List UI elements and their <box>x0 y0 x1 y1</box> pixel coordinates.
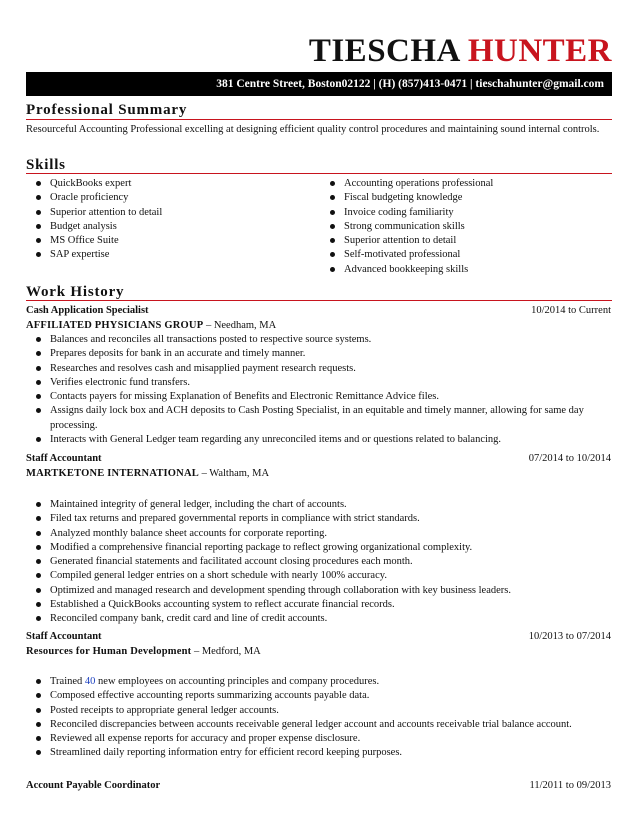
company-location: – Medford, MA <box>191 646 261 657</box>
job-duties-list <box>26 498 612 627</box>
duty-item: Maintained integrity of general ledger, including the chart of accounts. <box>26 498 612 512</box>
duty-item: Reconciled company bank, credit card and line of credit accounts. <box>26 612 612 626</box>
skill-item: SAP expertise <box>26 248 162 262</box>
skill-item: Superior attention to detail <box>320 234 493 248</box>
duty-item: Filed tax returns and prepared governmental reports in compliance with strict standards. <box>26 512 612 526</box>
duty-item: Verifies electronic fund transfers. <box>26 376 612 390</box>
duty-item: Modified a comprehensive financial reporting package to reflect growing organizational complexity. <box>26 541 612 555</box>
skill-item: Superior attention to detail <box>26 206 162 220</box>
job-title: Staff Accountant <box>26 453 102 464</box>
skill-item: QuickBooks expert <box>26 177 162 191</box>
duty-item: Streamlined daily reporting information entry for efficient record keeping purposes. <box>26 746 612 760</box>
duty-item: Analyzed monthly balance sheet accounts for corporate reporting. <box>26 527 612 541</box>
duty-item: Contacts payers for missing Explanation of Benefits and Electronic Remittance Advice files. <box>26 390 612 404</box>
duty-item: Reconciled discrepancies between accounts receivable general ledger account and accounts receivable trial balance account. <box>26 718 612 732</box>
skill-item: Budget analysis <box>26 220 162 234</box>
job-company <box>26 645 261 659</box>
job-company <box>26 467 269 481</box>
duty-item: Prepares deposits for bank in an accurate and timely manner. <box>26 347 612 361</box>
contact-bar: 381 Centre Street, Boston02122 | (H) (857)413-0471 | tieschahunter@gmail.com <box>26 72 612 96</box>
company-name: AFFILIATED PHYSICIANS GROUP <box>26 320 204 331</box>
work-history-divider <box>26 300 612 301</box>
skill-item: Advanced bookkeeping skills <box>320 263 493 277</box>
duty-item: Assigns daily lock box and ACH deposits to Cash Posting Specialist, in an equitable and timely manner, allowing for same day processing. <box>26 404 612 433</box>
duty-item: Reviewed all expense reports for accuracy and proper expense disclosure. <box>26 732 612 746</box>
skill-item: Fiscal budgeting knowledge <box>320 191 493 205</box>
skill-item: Invoice coding familiarity <box>320 206 493 220</box>
skill-item: MS Office Suite <box>26 234 162 248</box>
duty-item: Interacts with General Ledger team regarding any unreconciled items and or questions related to balancing. <box>26 433 612 447</box>
duty-item: Generated financial statements and facilitated account closing procedures each month. <box>26 555 612 569</box>
job-duties-list <box>26 333 612 447</box>
skills-divider <box>26 173 612 174</box>
skill-item: Self-motivated professional <box>320 248 493 262</box>
skill-item: Oracle proficiency <box>26 191 162 205</box>
first-name: TIESCHA <box>308 33 460 69</box>
duty-item <box>26 675 612 689</box>
job-duties-list <box>26 675 612 761</box>
skills-left-list <box>26 177 162 263</box>
summary-divider <box>26 119 612 120</box>
duty-item: Compiled general ledger entries on a short schedule with nearly 100% accuracy. <box>26 569 612 583</box>
duty-highlight: 40 <box>84 676 96 687</box>
job-dates: 10/2014 to Current <box>531 305 611 316</box>
job-dates: 11/2011 to 09/2013 <box>529 780 611 791</box>
duty-item: Posted receipts to appropriate general ledger accounts. <box>26 704 612 718</box>
skills-right-list <box>320 177 493 277</box>
duty-item: Composed effective accounting reports summarizing accounts payable data. <box>26 689 612 703</box>
skills-heading: Skills <box>26 157 66 173</box>
work-history-heading: Work History <box>26 284 125 300</box>
candidate-name <box>309 33 612 69</box>
duty-text: Trained <box>50 676 85 687</box>
job-dates: 10/2013 to 07/2014 <box>528 631 611 642</box>
company-name: Resources for Human Development <box>26 646 192 657</box>
summary-text: Resourceful Accounting Professional excelling at designing efficient quality control procedures and maintaining sound internal controls. <box>26 124 600 135</box>
skill-item: Accounting operations professional <box>320 177 493 191</box>
duty-item: Balances and reconciles all transactions posted to respective source systems. <box>26 333 612 347</box>
duty-item: Optimized and managed research and development spending through collaboration with key business leaders. <box>26 584 612 598</box>
summary-heading: Professional Summary <box>26 102 188 118</box>
duty-item: Researches and resolves cash and misapplied payment research requests. <box>26 362 612 376</box>
job-company <box>26 319 276 333</box>
job-title: Cash Application Specialist <box>26 305 149 316</box>
job-title: Account Payable Coordinator <box>26 780 161 791</box>
company-location: – Needham, MA <box>203 320 277 331</box>
job-dates: 07/2014 to 10/2014 <box>528 453 611 464</box>
duty-text: new employees on accounting principles and company procedures. <box>95 676 380 687</box>
skill-item: Strong communication skills <box>320 220 493 234</box>
company-name: MARTKETONE INTERNATIONAL <box>26 468 199 479</box>
duty-item: Established a QuickBooks accounting system to reflect accurate financial records. <box>26 598 612 612</box>
company-location: – Waltham, MA <box>198 468 270 479</box>
last-name: HUNTER <box>467 33 612 69</box>
job-title: Staff Accountant <box>26 631 102 642</box>
